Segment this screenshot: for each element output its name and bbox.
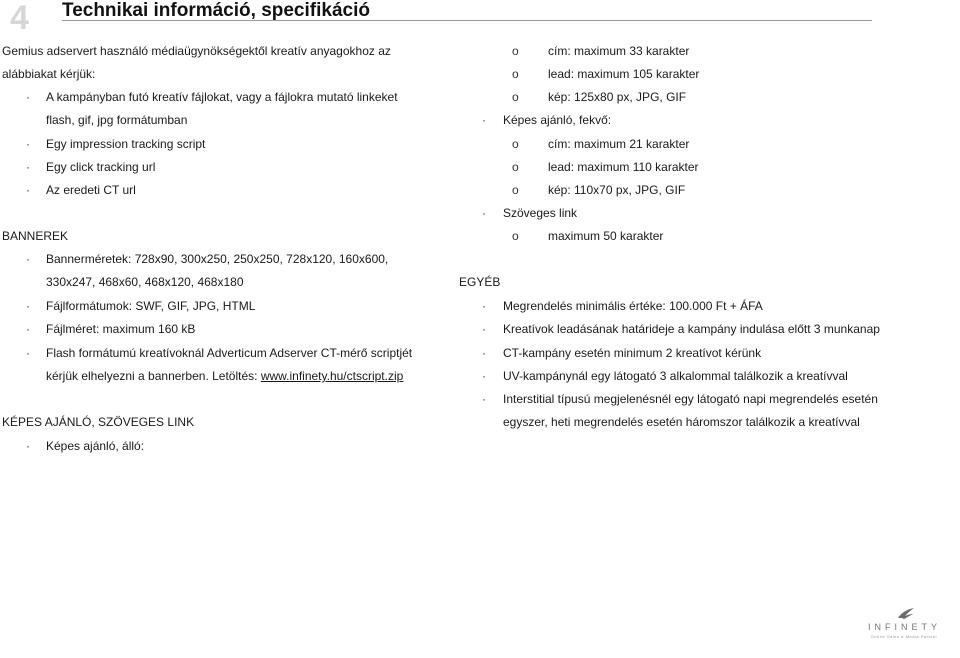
section-title: Technikai információ, specifikáció: [62, 0, 370, 21]
bullet: ·: [26, 346, 30, 360]
banners-heading: BANNEREK: [2, 229, 69, 243]
banner-download-text: kérjük elhelyezni a bannerben. Letöltés:: [46, 369, 261, 383]
fekvo-spec-title: cím: maximum 21 karakter: [548, 137, 690, 151]
infinety-logo: [868, 606, 940, 646]
bullet: ·: [26, 183, 30, 197]
intro-item-3: Egy click tracking url: [46, 160, 156, 174]
intro-item-1-line-1: A kampányban futó kreatív fájlokat, vagy a fájlokra mutató linkeket: [46, 90, 398, 104]
circle-bullet: o: [512, 137, 519, 151]
banner-item-3: Fájlméret: maximum 160 kB: [46, 322, 196, 336]
circle-bullet: o: [512, 160, 519, 174]
bullet: ·: [482, 206, 486, 220]
egyeb-item-2: Kreatívok leadásának határideje a kampány indulása előtt 3 munkanap: [503, 322, 880, 336]
egyeb-item-5-line-1: Interstitial típusú megjelenésnél egy látogató napi megrendelés esetén: [503, 392, 878, 406]
banner-item-4-line-1: Flash formátumú kreatívoknál Adverticum Adserver CT-mérő scriptjét: [46, 346, 413, 360]
intro-line-2: alábbiakat kérjük:: [2, 67, 96, 81]
intro-item-2: Egy impression tracking script: [46, 137, 206, 151]
intro-item-4: Az eredeti CT url: [46, 183, 136, 197]
allo-spec-image: kép: 125x80 px, JPG, GIF: [548, 90, 687, 104]
fekvo-spec-lead: lead: maximum 110 karakter: [548, 160, 699, 174]
bullet: ·: [26, 299, 30, 313]
circle-bullet: o: [512, 44, 519, 58]
logo-tagline: Online Sales & Media Partner: [870, 634, 938, 639]
bullet: ·: [26, 439, 30, 453]
circle-bullet: o: [512, 67, 519, 81]
fekvo-label: Képes ajánló, fekvő:: [503, 113, 612, 127]
szoveges-label: Szöveges link: [503, 206, 578, 220]
banner-item-2: Fájlformátumok: SWF, GIF, JPG, HTML: [46, 299, 256, 313]
logo-wordmark: INFINETY: [868, 622, 942, 632]
kepes-heading: KÉPES AJÁNLÓ, SZÖVEGES LINK: [2, 415, 195, 429]
title-rule: [62, 20, 872, 21]
allo-spec-title: cím: maximum 33 karakter: [548, 44, 690, 58]
banner-item-1-line-2: 330x247, 468x60, 468x120, 468x180: [46, 275, 244, 289]
egyeb-heading: EGYÉB: [459, 275, 501, 289]
fekvo-spec-image: kép: 110x70 px, JPG, GIF: [548, 183, 686, 197]
bullet: ·: [482, 113, 486, 127]
egyeb-item-3: CT-kampány esetén minimum 2 kreatívot kérünk: [503, 346, 762, 360]
bullet: ·: [482, 369, 486, 383]
intro-item-1-line-2: flash, gif, jpg formátumban: [46, 113, 188, 127]
banner-item-4-line-2: [46, 369, 403, 383]
circle-bullet: o: [512, 229, 519, 243]
szoveges-spec: maximum 50 karakter: [548, 229, 664, 243]
bullet: ·: [26, 137, 30, 151]
kepes-item-allo: Képes ajánló, álló:: [46, 439, 145, 453]
ctscript-download-link[interactable]: www.infinety.hu/ctscript.zip: [260, 369, 404, 383]
allo-spec-lead: lead: maximum 105 karakter: [548, 67, 700, 81]
egyeb-item-5-line-2: egyszer, heti megrendelés esetén háromszor találkozik a kreatívval: [503, 415, 860, 429]
circle-bullet: o: [512, 183, 519, 197]
egyeb-item-4: UV-kampánynál egy látogató 3 alkalommal találkozik a kreatívval: [503, 369, 848, 383]
intro-line-1: Gemius adservert használó médiaügynökségektől kreatív anyagokhoz az: [2, 44, 391, 58]
circle-bullet: o: [512, 90, 519, 104]
egyeb-item-1: Megrendelés minimális értéke: 100.000 Ft + ÁFA: [503, 299, 763, 313]
bullet: ·: [482, 392, 486, 406]
bullet: ·: [26, 90, 30, 104]
bullet: ·: [482, 322, 486, 336]
bullet: ·: [482, 346, 486, 360]
bullet: ·: [26, 322, 30, 336]
section-number: 4: [10, 0, 29, 37]
banner-item-1-line-1: Bannerméretek: 728x90, 300x250, 250x250, 728x120, 160x600,: [46, 252, 389, 266]
bullet: ·: [26, 160, 30, 174]
bullet: ·: [482, 299, 486, 313]
bird-mark-icon: [868, 606, 940, 622]
bullet: ·: [26, 252, 30, 266]
